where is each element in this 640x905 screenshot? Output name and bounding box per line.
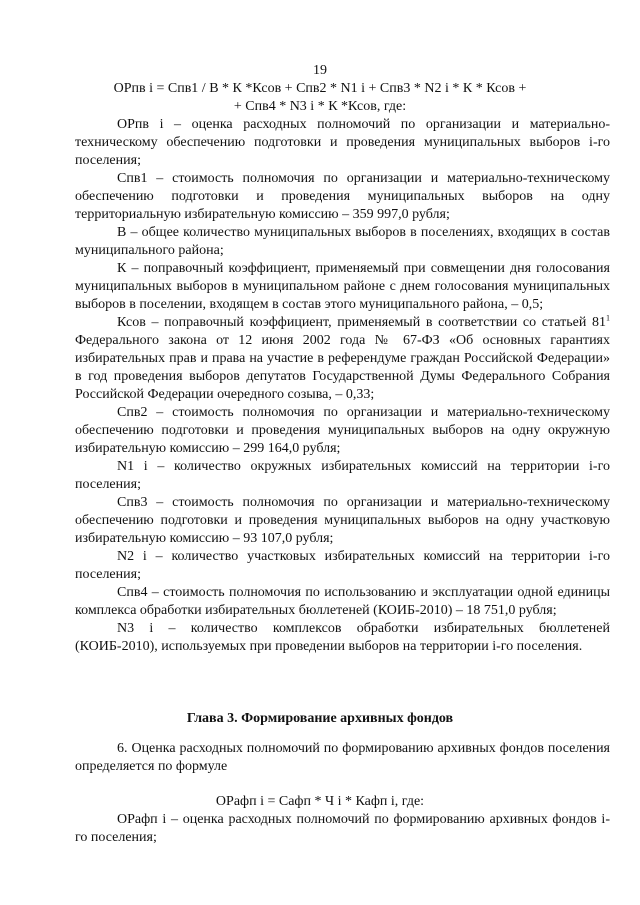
- definition-orafp: ОРафп i – оценка расходных полномочий по формированию архивных фондов i-го поселения;: [75, 812, 610, 845]
- definitions-archive-block: [75, 811, 610, 847]
- definition-spv3: Спв3 – стоимость полномочия по организации и материально-техническому обеспечению подготовки и проведения муниципальных выборов на одну участковую избирательную комиссию – 93 107,0 рубля;: [75, 495, 610, 546]
- definition-spv2: Спв2 – стоимость полномочия по организации и материально-техническому обеспечению подготовки и проведения муниципальных выборов на одну окружную избирательную комиссию – 299 164,0 рубля;: [75, 405, 610, 456]
- ksov-text-end: Федерального закона от 12 июня 2002 года № 67-ФЗ «Об основных гарантиях избирательных прав и права на участие в референдуме граждан Российской Федерации» в год проведения выборов депутатов Государственной Думы Федерального Собрания Российской Федерации очередного созыва, – 0,33;: [75, 333, 610, 402]
- definition-n1: N1 i – количество окружных избирательных комиссий на территории i-го поселения;: [75, 459, 610, 492]
- chapter-heading: Глава 3. Формирование архивных фондов: [186, 711, 454, 726]
- formula-archive: ОРафп i = Сафп * Ч i * Кафп i, где:: [215, 794, 425, 809]
- page-number: 19: [313, 63, 327, 78]
- ksov-superscript: 1: [606, 313, 610, 323]
- section-6-block: [75, 740, 610, 776]
- definition-n2: N2 i – количество участковых избирательных комиссий на территории i-го поселения;: [75, 549, 610, 582]
- definition-ksov: [75, 314, 610, 404]
- section-6-paragraph: 6. Оценка расходных полномочий по формированию архивных фондов поселения определяется по формуле: [75, 741, 610, 774]
- definition-k: К – поправочный коэффициент, применяемый при совмещении дня голосования муниципальных выборов в муниципальном районе с днем голосования муниципальных выборов в поселении, входящем в состав этого муниципального района, – 0,5;: [75, 261, 610, 312]
- formula-line-2: + Спв4 * N3 i * К *Ксов, где:: [233, 99, 407, 114]
- definition-spv4: Спв4 – стоимость полномочия по использованию и эксплуатации одной единицы комплекса обработки избирательных бюллетеней (КОИБ-2010) – 18 751,0 рубля;: [75, 585, 610, 618]
- ksov-text-start: Ксов – поправочный коэффициент, применяемый в соответствии со статьей 81: [117, 315, 606, 330]
- formula-line-1: ОРпв i = Спв1 / В * К *Ксов + Спв2 * N1 i + Спв3 * N2 i * К * Ксов +: [113, 81, 527, 96]
- definition-spv1: Спв1 – стоимость полномочия по организации и материально-техническому обеспечению подготовки и проведения муниципальных выборов на одну территориальную избирательную комиссию – 359 997,0 рубля;: [75, 171, 610, 222]
- definition-orpv: ОРпв i – оценка расходных полномочий по организации и материально-техническому обеспечению подготовки и проведения муниципальных выборов i-го поселения;: [75, 117, 610, 168]
- definitions-block: [75, 116, 610, 656]
- definition-n3: N3 i – количество комплексов обработки избирательных бюллетеней (КОИБ-2010), используемых при проведении выборов на территории i-го поселения.: [75, 621, 610, 654]
- definition-v: В – общее количество муниципальных выборов в поселениях, входящих в состав муниципального района;: [75, 225, 610, 258]
